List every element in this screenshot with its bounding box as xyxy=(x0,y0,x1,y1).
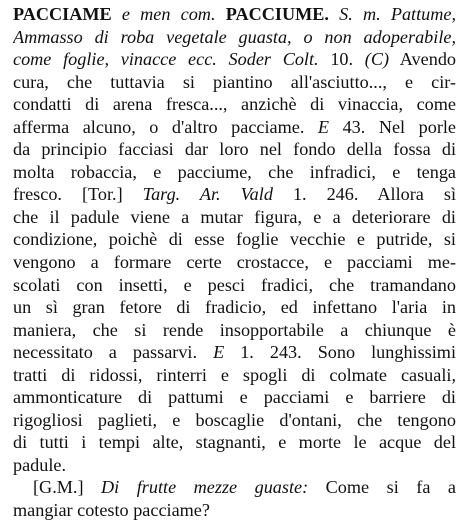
entry-text-segment: 1. 246. Allora sì xyxy=(272,184,456,205)
entry-text-segment: un sì gran fetore di fradicio, ed infettano l'aria in xyxy=(13,297,456,318)
entry-line xyxy=(13,364,456,387)
entry-text-segment: scolati con insetti, e pesci fradici, che tramandano xyxy=(13,274,456,295)
note-line xyxy=(13,499,456,522)
entry-line xyxy=(13,319,456,342)
entry-line xyxy=(13,93,456,116)
entry-text-segment xyxy=(329,4,339,24)
entry-text-segment: PACCIUME. xyxy=(225,4,329,24)
entry-text-segment: E xyxy=(317,116,330,137)
entry-text-segment: molta robaccia, e pacciume, che infradici, e tenga xyxy=(13,161,456,182)
entry-text-segment: ammonticature di pattumi e pacciami e barriere di xyxy=(13,387,456,408)
entry-text-segment xyxy=(216,4,226,24)
note-text-segment: mangiar cotesto pacciame? xyxy=(13,500,210,521)
entry-line xyxy=(13,3,456,26)
entry-text-segment: S. m. Pattume, xyxy=(339,4,456,24)
entry-text-segment: Avendo xyxy=(389,49,456,70)
entry-text-segment: condatti di arena fresca..., anzichè di vinaccia, come xyxy=(13,94,456,115)
entry-text-segment: condizione, poichè di esse foglie vecchie e putride, si xyxy=(13,229,456,250)
entry-text-segment: che il padule viene a mutar figura, e a deteriorare di xyxy=(13,206,456,227)
entry-text-segment: 10. xyxy=(318,49,365,70)
entry-line xyxy=(13,206,456,229)
entry-line xyxy=(13,386,456,409)
entry-text-segment: Ammasso di roba vegetale guasta, o non adoperabile, xyxy=(13,26,456,47)
entry-text-segment: 43. Nel porle xyxy=(329,116,456,137)
entry-line xyxy=(13,26,456,49)
entry-text-segment: cura, che tuttavia si piantino all'asciutto..., e cir- xyxy=(13,71,456,92)
entry-text-segment: (C) xyxy=(364,49,390,70)
entry-text-segment: e men com. xyxy=(121,4,216,24)
entry-text-segment: necessitato a passarvi. xyxy=(13,342,214,363)
entry-line xyxy=(13,48,456,71)
entry-text-segment: E xyxy=(213,342,225,363)
dictionary-note xyxy=(13,476,456,521)
entry-text-segment: afferma alcuno, o d'altro pacciame. xyxy=(13,116,318,137)
note-text-segment: Di frutte mezze guaste: xyxy=(101,477,309,498)
entry-text-segment: fresco. [Tor.] xyxy=(13,184,143,205)
entry-line xyxy=(13,138,456,161)
entry-line xyxy=(13,274,456,297)
dictionary-entry-pacciame xyxy=(13,3,456,476)
entry-line xyxy=(13,341,456,364)
entry-text-segment: vengono a formare certe crostacce, e pacciami me- xyxy=(13,252,456,273)
entry-line xyxy=(13,454,456,477)
entry-line xyxy=(13,228,456,251)
entry-line xyxy=(13,116,456,139)
entry-line xyxy=(13,71,456,94)
entry-text-segment: rigogliosi paglieti, e boscaglie d'ontani, che tengono xyxy=(13,409,456,430)
entry-text-segment xyxy=(112,4,122,24)
entry-line xyxy=(13,161,456,184)
entry-line xyxy=(13,251,456,274)
note-text-segment: [G.M.] xyxy=(33,477,102,498)
entry-line xyxy=(13,431,456,454)
note-text-segment: Come si fa a xyxy=(308,477,456,498)
entry-text-segment: padule. xyxy=(13,454,67,475)
entry-text-segment: Targ. Ar. Vald xyxy=(142,184,273,205)
entry-text-segment: maniera, che si rende insopportabile a chiunque è xyxy=(13,319,456,340)
entry-line xyxy=(13,183,456,206)
entry-line xyxy=(13,296,456,319)
entry-text-segment: tratti di ridossi, rinterri e spogli di colmate casuali, xyxy=(13,364,456,385)
entry-text-segment: di tutti i tempi alte, stagnanti, e morte le acque del xyxy=(13,432,456,453)
entry-text-segment: PACCIAME xyxy=(13,4,112,24)
note-line xyxy=(13,476,456,499)
entry-text-segment: da principio facciasi dar loro nel fondo della fossa di xyxy=(13,139,456,160)
entry-text-segment: 1. 243. Sono lunghissimi xyxy=(224,342,456,363)
entry-line xyxy=(13,409,456,432)
entry-text-segment: come foglie, vinacce ecc. Soder Colt. xyxy=(13,49,319,70)
